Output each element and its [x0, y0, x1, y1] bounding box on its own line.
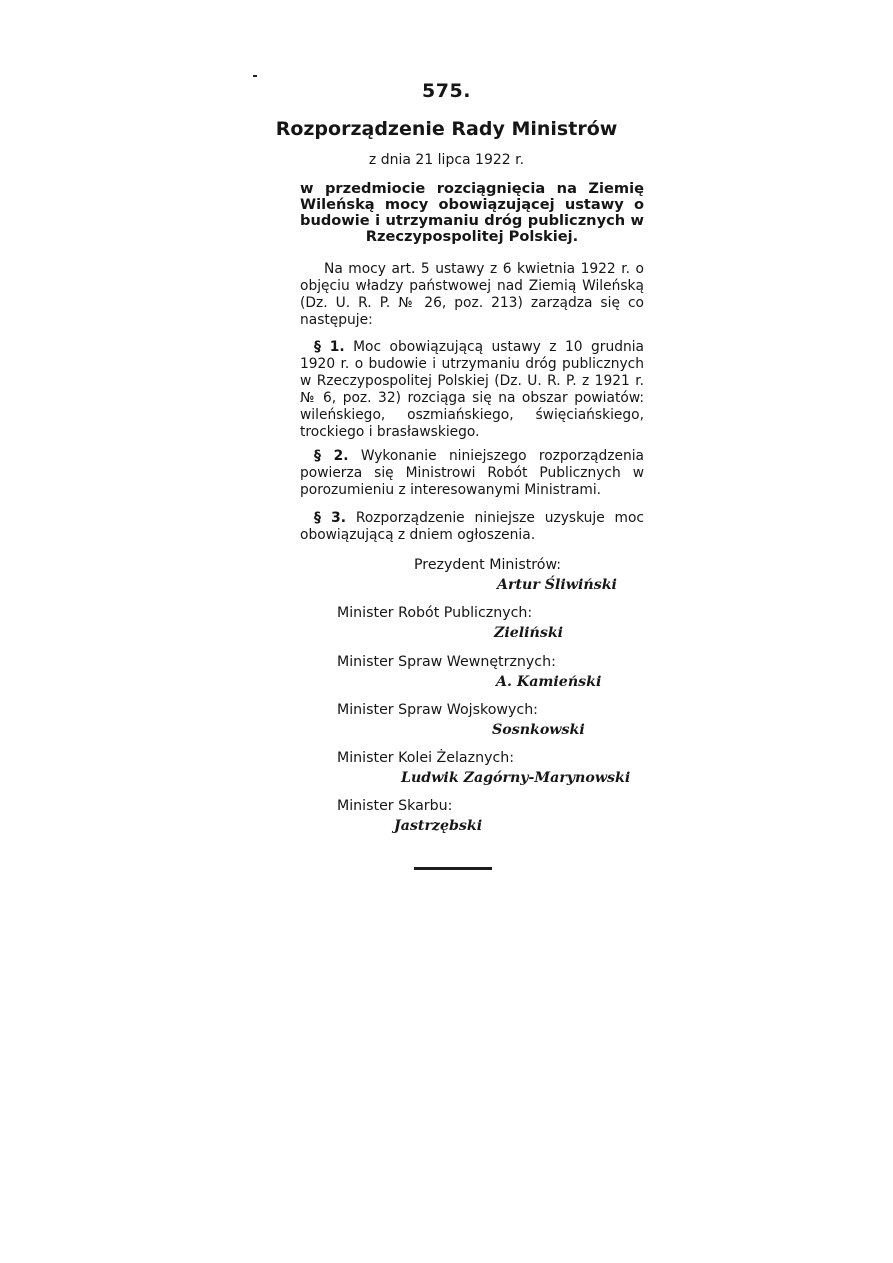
signature-name-interior: A. Kamieński [496, 674, 602, 690]
signature-role-public-works: Minister Robót Publicznych: [337, 605, 533, 621]
section-2 [300, 448, 644, 499]
signature-role-railways: Minister Kolei Żelaznych: [337, 750, 515, 766]
page-number: 575. [422, 80, 471, 102]
signature-name-treasury: Jastrzębski [394, 818, 483, 834]
section-2-label: § 2. [314, 448, 349, 464]
intro-text: Na mocy art. 5 ustawy z 6 kwietnia 1922 r. o objęciu władzy państwowej nad Ziemią Wileńską (Dz. U. R. P. № 26, poz. 213) zarządza się co następuje: [300, 261, 644, 328]
section-1-label: § 1. [314, 339, 345, 355]
section-1-text: Moc obowiązującą ustawy z 10 grudnia 1920 r. o budowie i utrzymaniu dróg publicznych w Rzeczypospolitej Polskiej (Dz. U. R. P. z 1921 r. № 6, poz. 32) rozciąga się na obszar powiatów: wileńskiego, oszmiańskiego, święciańskiego, trockiego i brasławskiego. [300, 339, 644, 440]
signature-role-military: Minister Spraw Wojskowych: [337, 702, 538, 718]
document-title: Rozporządzenie Rady Ministrów [275, 118, 618, 140]
document-subject: w przedmiocie rozciągnięcia na Ziemię Wileńską mocy obowiązującej ustawy o budowie i utrzymaniu dróg publicznych w Rzeczypospolitej Polskiej. [300, 180, 644, 245]
scan-speck [253, 75, 257, 77]
section-3-text: Rozporządzenie niniejsze uzyskuje moc obowiązującą z dniem ogłoszenia. [300, 510, 645, 543]
signature-name-prime-minister: Artur Śliwiński [497, 577, 617, 593]
intro-paragraph [300, 261, 644, 329]
signature-name-public-works: Zieliński [494, 625, 564, 641]
signature-name-railways: Ludwik Zagórny-Marynowski [401, 770, 631, 786]
signature-role-prime-minister: Prezydent Ministrów: [414, 557, 562, 573]
closing-rule [414, 867, 492, 870]
signature-role-interior: Minister Spraw Wewnętrznych: [337, 654, 556, 670]
section-1 [300, 339, 644, 441]
document-date: z dnia 21 lipca 1922 r. [368, 152, 525, 168]
section-2-text: Wykonanie niniejszego rozporządzenia powierza się Ministrowi Robót Publicznych w porozumieniu z interesowanymi Ministrami. [300, 448, 645, 498]
signature-name-military: Sosnkowski [492, 722, 585, 738]
section-3 [300, 510, 644, 544]
signature-role-treasury: Minister Skarbu: [337, 798, 453, 814]
section-3-label: § 3. [314, 510, 347, 526]
